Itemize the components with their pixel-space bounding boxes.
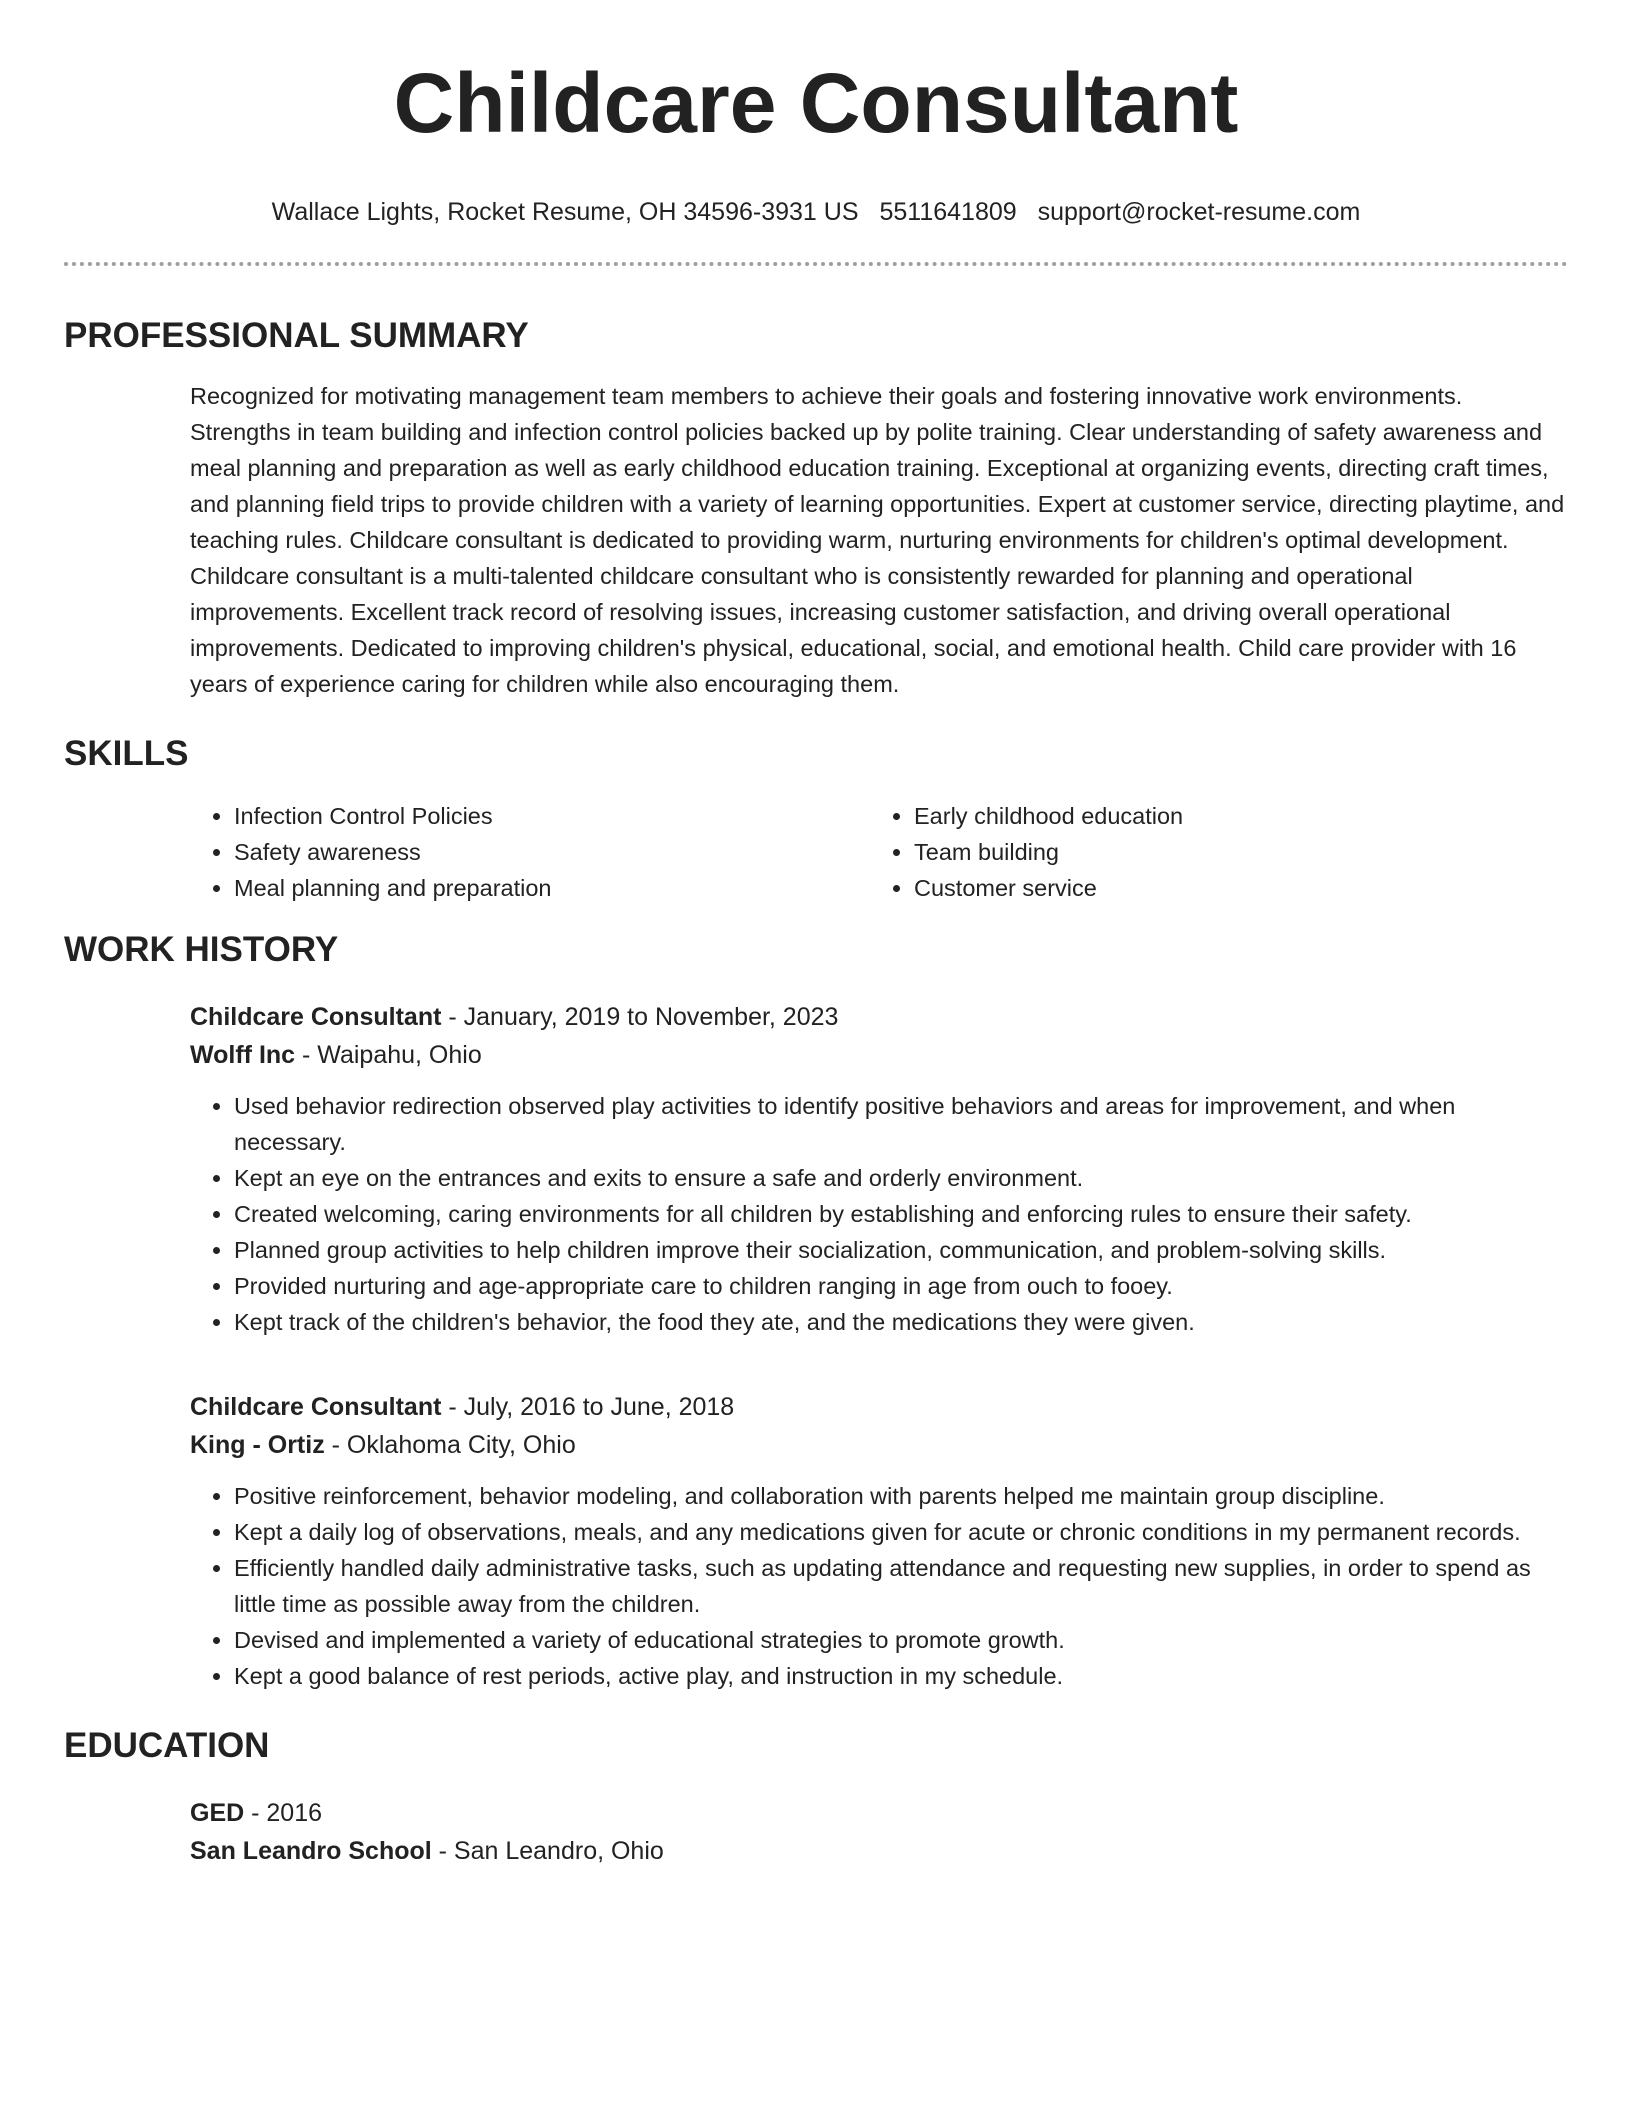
work-history-heading: WORK HISTORY (64, 930, 339, 969)
skill-item: • Customer service (914, 870, 1183, 906)
education-location: - San Leandro, Ohio (431, 1837, 664, 1865)
skill-item: • Meal planning and preparation (234, 870, 870, 906)
job-title-line (190, 998, 1568, 1036)
skill-item: • Early childhood education (914, 798, 1183, 834)
job-company: Wolff Inc (190, 1041, 296, 1069)
skills-section (64, 732, 1568, 906)
summary-text: Recognized for motivating management team members to achieve their goals and fostering innovative work environments. Strengths in team building and infection control policies backed up by polite training. Clear understanding of safety awareness and meal planning and preparation as well as early childhood education training. Exceptional at organizing events, directing craft times, and planning field trips to provide children with a variety of learning opportunities. Expert at customer service, directing playtime, and teaching rules. Childcare consultant is dedicated to providing warm, nurturing environments for children's optimal development. Childcare consultant is a multi-talented childcare consultant who is consistently rewarded for planning and operational improvements. Excellent track record of resolving issues, increasing customer satisfaction, and driving overall operational improvements. Dedicated to improving children's physical, educational, social, and emotional health. Child care provider with 16 years of experience caring for children while also encouraging them. (190, 383, 1565, 697)
job-bullet: • Used behavior redirection observed play activities to identify positive behaviors and areas for improvement, and when necessary. (234, 1088, 1568, 1160)
job-title-line (190, 1388, 1568, 1426)
job-role: Childcare Consultant (190, 1393, 442, 1421)
skill-item: • Team building (914, 834, 1183, 870)
education-heading: EDUCATION (64, 1726, 270, 1765)
summary-heading: PROFESSIONAL SUMMARY (64, 316, 529, 355)
job-bullet: • Created welcoming, caring environments for all children by establishing and enforcing rules to ensure their safety. (234, 1196, 1568, 1232)
contact-line (64, 196, 1568, 228)
job-company-line (190, 1036, 1568, 1074)
job-role: Childcare Consultant (190, 1003, 442, 1031)
education-degree: GED (190, 1799, 245, 1827)
job-bullet: • Kept a daily log of observations, meals, and any medications given for acute or chronic conditions in my permanent records. (234, 1514, 1568, 1550)
job-bullet: • Kept a good balance of rest periods, active play, and instruction in my schedule. (234, 1658, 1568, 1694)
job-location: - Oklahoma City, Ohio (324, 1431, 576, 1459)
job-bullet: • Planned group activities to help children improve their socialization, communication, and problem-solving skills. (234, 1232, 1568, 1268)
skills-list-left (190, 798, 870, 906)
job-dates: - July, 2016 to June, 2018 (441, 1393, 735, 1421)
education-school: San Leandro School (190, 1837, 432, 1865)
contact-email: support@rocket-resume.com (1037, 198, 1361, 226)
work-history-section (64, 928, 1568, 1694)
job-bullet: • Efficiently handled daily administrative tasks, such as updating attendance and requesting new supplies, in order to spend as little time as possible away from the children. (234, 1550, 1568, 1622)
header-divider (64, 262, 1568, 266)
job-bullet-list (190, 1088, 1568, 1340)
contact-address: Wallace Lights, Rocket Resume, OH 34596-3931 US (271, 198, 859, 226)
job-bullet: • Kept track of the children's behavior, the food they ate, and the medications they were given. (234, 1304, 1568, 1340)
job-entry (190, 998, 1568, 1340)
contact-phone: 5511641809 (879, 198, 1017, 226)
job-bullet-list (190, 1478, 1568, 1694)
job-bullet: • Provided nurturing and age-appropriate care to children ranging in age from ouch to fooey. (234, 1268, 1568, 1304)
job-bullet: • Kept an eye on the entrances and exits to ensure a safe and orderly environment. (234, 1160, 1568, 1196)
education-school-line (190, 1832, 1568, 1870)
skills-list-right (870, 798, 1183, 906)
education-degree-line (190, 1794, 1568, 1832)
summary-section (64, 314, 1568, 702)
job-dates: - January, 2019 to November, 2023 (441, 1003, 839, 1031)
job-entry (190, 1388, 1568, 1694)
skill-item: • Infection Control Policies (234, 798, 870, 834)
job-bullet: • Devised and implemented a variety of educational strategies to promote growth. (234, 1622, 1568, 1658)
education-section (64, 1724, 1568, 1870)
education-year: - 2016 (244, 1799, 323, 1827)
skills-grid (190, 798, 1568, 906)
skill-item: • Safety awareness (234, 834, 870, 870)
education-entry (190, 1794, 1568, 1870)
job-bullet: • Positive reinforcement, behavior modeling, and collaboration with parents helped me maintain group discipline. (234, 1478, 1568, 1514)
job-company-line (190, 1426, 1568, 1464)
skills-heading: SKILLS (64, 734, 189, 773)
job-company: King - Ortiz (190, 1431, 325, 1459)
job-location: - Waipahu, Ohio (295, 1041, 482, 1069)
resume-name: Childcare Consultant (393, 56, 1239, 150)
